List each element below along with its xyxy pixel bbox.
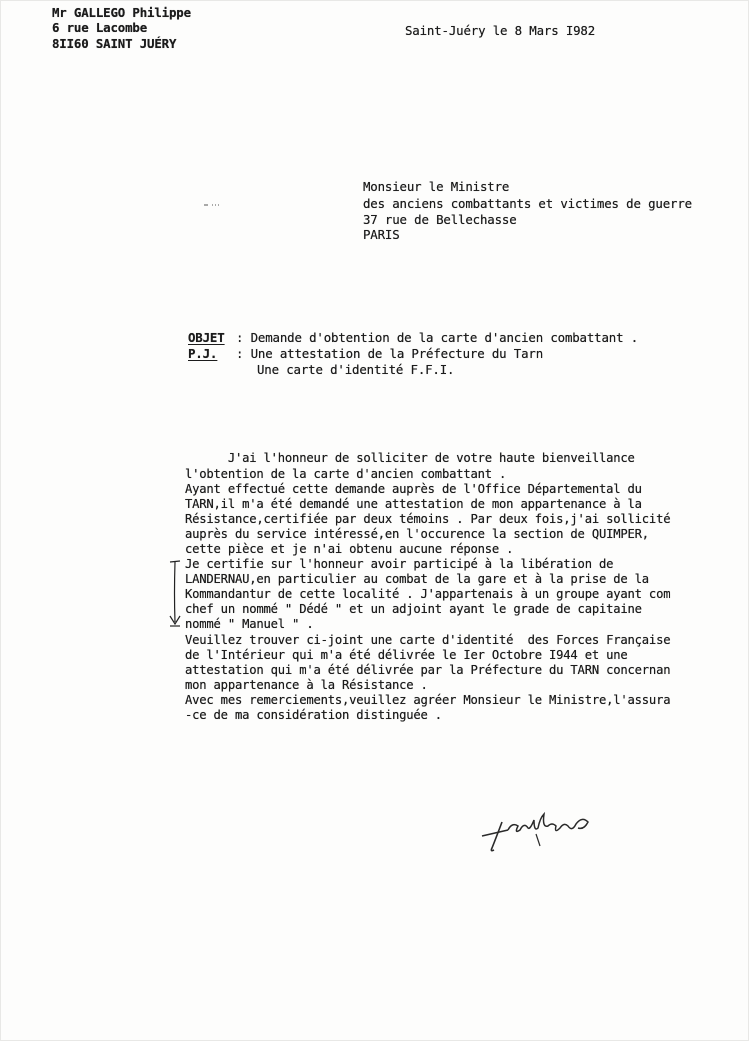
recipient-line-2: des anciens combattants et victimes de guerre [363, 196, 692, 211]
objet-text: : Demande d'obtention de la carte d'ancien combattant . [236, 330, 639, 345]
body-line: Kommandantur de cette localité . J'appartenais à un groupe ayant com [185, 587, 671, 601]
body-line: attestation qui m'a été délivrée par la Préfecture du TARN concernan [185, 663, 671, 677]
sender-name: Mr GALLEGO Philippe [52, 5, 191, 20]
body-line: Veuillez trouver ci-joint une carte d'identité des Forces Française [185, 633, 671, 647]
ink-speck [203, 203, 221, 207]
body-line: mon appartenance à la Résistance . [185, 678, 428, 692]
body-line: cette pièce et je n'ai obtenu aucune réponse . [185, 542, 514, 556]
pj-text-1: : Une attestation de la Préfecture du Tarn [236, 346, 544, 361]
place-date: Saint-Juéry le 8 Mars I982 [405, 23, 596, 38]
body-line: auprès du service intéressé,en l'occurence la section de QUIMPER, [185, 527, 649, 541]
pj-text-2: Une carte d'identité F.F.I. [257, 362, 455, 377]
margin-bracket-arrow-icon [168, 560, 182, 628]
signature [478, 800, 608, 855]
body-line: de l'Intérieur qui m'a été délivrée le Ier Octobre I944 et une [185, 648, 628, 662]
sender-city: 8II60 SAINT JUÉRY [52, 36, 177, 51]
body-line: Je certifie sur l'honneur avoir participé à la libération de [185, 557, 614, 571]
body-line: Ayant effectué cette demande auprès de l'Office Départemental du [185, 482, 642, 496]
objet-label: OBJET [188, 330, 225, 345]
body-line: Avec mes remerciements,veuillez agréer Monsieur le Ministre,l'assura [185, 693, 671, 707]
body-line: J'ai l'honneur de solliciter de votre haute bienveillance [185, 451, 635, 465]
recipient-line-1: Monsieur le Ministre [363, 179, 510, 194]
body-line: Résistance,certifiée par deux témoins . Par deux fois,j'ai sollicité [185, 512, 671, 526]
recipient-line-3: 37 rue de Bellechasse [363, 212, 517, 227]
body-line: TARN,il m'a été demandé une attestation de mon appartenance à la [185, 497, 642, 511]
body-line: nommé " Manuel " . [185, 617, 314, 631]
pj-label: P.J. [188, 346, 218, 361]
sender-street: 6 rue Lacombe [52, 20, 148, 35]
body-line: LANDERNAU,en particulier au combat de la gare et à la prise de la [185, 572, 649, 586]
recipient-line-4: PARIS [363, 227, 400, 242]
body-line: -ce de ma considération distinguée . [185, 708, 442, 722]
body-line: l'obtention de la carte d'ancien combattant . [185, 467, 507, 481]
body-line: chef un nommé " Dédé " et un adjoint ayant le grade de capitaine [185, 602, 642, 616]
